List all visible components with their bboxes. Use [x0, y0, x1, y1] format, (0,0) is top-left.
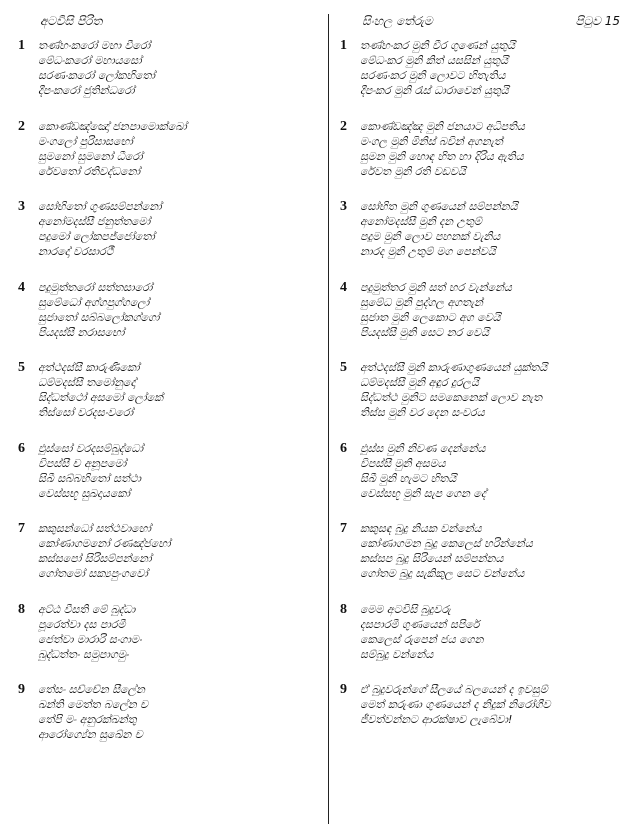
verse-number: 8	[340, 601, 347, 617]
verse-number: 7	[340, 521, 347, 536]
verse-line: අට්ඨ වීසති මේ බුද්ධා	[38, 602, 136, 616]
pali-verses-column	[18, 38, 318, 763]
verse-line: ධම්මදස්සී මුනි අඳුර දුරලයි	[360, 376, 479, 389]
verse-line: තේසං සච්චේන සීලේන	[38, 683, 145, 696]
verse-line: සුජාතෝ සබ්බලෝකග්ගෝ	[38, 310, 160, 324]
verse-line: ඛන්ති මෙත්ත බලේන ච	[38, 698, 149, 711]
verse-line: පදුමෝ ලෝකපජ්ජෝතෝ	[38, 230, 155, 243]
verse-line: වෙස්සභූ සුඛදායකෝ	[38, 486, 130, 500]
verse-line: සිඛී සබ්බහිතෝ සත්ථා	[38, 471, 142, 485]
verse-line: ඒ බුදුවරුන්ගේ සීලයේ බලයෙන් ද ඉවසුම්	[360, 683, 548, 696]
pali-verse	[18, 38, 318, 119]
verse-number: 9	[340, 682, 347, 697]
verse-line: පියදස්සී මුනි සෙට නර වෙයි	[360, 325, 490, 339]
pali-verse	[18, 441, 318, 522]
verse-line: සරණංකරෝ ලෝකහිතෝ	[38, 69, 156, 82]
verse-line: අත්ථදස්සී කාරුණිකෝ	[38, 361, 140, 374]
verse-line: ආරෝග්‍යේන සුඛේන ච	[38, 728, 143, 741]
sinhala-verse	[340, 199, 638, 280]
verse-number: 6	[18, 440, 25, 456]
sinhala-verse	[340, 360, 638, 441]
page-number: පිටුව 15	[575, 14, 620, 28]
verse-number: 5	[340, 360, 347, 375]
verse-number: 8	[18, 601, 25, 617]
verse-number: 9	[18, 682, 25, 697]
verse-line: සුමනෝ සුමනෝ ධීරෝ	[38, 149, 143, 163]
verse-line: පදුම මුනි ලොව පහනක් වැනිය	[360, 230, 501, 243]
verse-line: සුමේධෝ අග්ගපුග්ගලෝ	[38, 295, 150, 309]
verse-number: 4	[18, 279, 25, 295]
verse-line: ගෝතම බුදු සැකිකුල සෙට වන්නේය	[360, 567, 525, 580]
verse-line: කොණ්ඩඤ්ඤ මුනි ජනයාට අධිපතිය	[360, 119, 525, 133]
verse-number: 3	[340, 199, 347, 214]
verse-line: කොණ්ඩඤ්ඤෝ ජනපාමොක්ඛෝ	[38, 119, 187, 133]
verse-line: රේවතෝ රතිවද්ධනෝ	[38, 164, 141, 178]
verse-line: ඵුස්සෝ වරදසම්බුද්ධෝ	[38, 441, 144, 455]
verse-line: දීපංකරෝ ජුතින්ධරෝ	[38, 84, 135, 97]
verse-line: තිස්ස මුනි වර දෙන සංවරය	[360, 406, 485, 419]
sinhala-verse	[340, 441, 638, 522]
verse-line: බුද්ධත්තං සමුපාගමුං	[38, 647, 129, 661]
verse-line: ජීවත්වන්නට ආරක්ෂාව ලැබේවා!	[360, 713, 513, 726]
verse-line: මංගලෝ පුරිසාසභෝ	[38, 134, 133, 148]
sinhala-verse	[340, 280, 638, 361]
verse-line: අනෝමදස්සී මුනි දන උතුම්	[360, 215, 482, 228]
verse-line: මේධංකර මුනි කිත් යසසින් යුතුයි	[360, 54, 509, 67]
verse-line: පදුමුත්තර මුනි සත් හර වැන්නේය	[360, 280, 512, 294]
verse-line: විපස්සී ච අනූපමෝ	[38, 456, 127, 470]
left-column-title: අටවිසි පිරිත	[40, 14, 103, 28]
verse-line: මෙම අටවිසි බුදුවරු	[360, 602, 451, 616]
verse-line: සිඛී මුනි හැමට හිතයි	[360, 471, 457, 485]
verse-line: ගෝතමෝ සක්‍යපුංගවෝ	[38, 567, 148, 580]
verse-line: තණ්හංකරෝ මහා වීරෝ	[38, 39, 151, 52]
pali-verse	[18, 199, 318, 280]
verse-line: නාරද මුනි උතුම් මග පෙන්වයි	[360, 245, 496, 258]
pali-verse	[18, 682, 318, 763]
pali-verse	[18, 602, 318, 683]
verse-line: සරණංකර මුනි ලොවට හිතැතිය	[360, 69, 506, 82]
verse-number: 5	[18, 360, 25, 375]
verse-line: පියදස්සී නරාසභෝ	[38, 325, 125, 339]
verse-line: අනෝමදස්සී ජනුත්තමෝ	[38, 215, 151, 228]
verse-line: සම්බුදු වන්නේය	[360, 647, 434, 661]
verse-number: 2	[18, 118, 25, 134]
sinhala-verse	[340, 119, 638, 200]
verse-line: සුමේධ මුනි පුද්ගල අගතැන්	[360, 295, 483, 309]
verse-number: 1	[18, 38, 25, 53]
pali-verse	[18, 360, 318, 441]
verse-line: පූරෙත්වා දස පාරමී	[38, 617, 126, 631]
verse-number: 1	[340, 38, 347, 53]
verse-line: මංගල මුනි මිනිස් බවින් අගනැත්	[360, 134, 503, 148]
sinhala-verse	[340, 38, 638, 119]
verse-line: කකුසන්ධෝ සත්ථවාහෝ	[38, 522, 152, 535]
verse-line: සිද්ධත්ථ මුනිට සමකෙනෙක් ලොව නැත	[360, 391, 542, 404]
column-divider	[328, 14, 329, 824]
verse-line: සිද්ධත්ථෝ අසමෝ ලෝකේ	[38, 391, 164, 404]
verse-number: 4	[340, 279, 347, 295]
verse-line: කකුසඳ බුදු නියක වන්නේය	[360, 522, 482, 535]
verse-line: තණ්හංකර මුනි වීර ගුණෙන් යුතුයි	[360, 39, 516, 52]
verse-line: ධම්මදස්සී තමෝනුදෝ	[38, 376, 136, 389]
verse-line: කස්සපෝ සිරිසම්පන්නෝ	[38, 552, 152, 565]
verse-line: තිස්සෝ වරදසංවරෝ	[38, 406, 134, 419]
verse-line: සුජාත මුනි ලෙකොට අග වෙයි	[360, 310, 501, 324]
verse-line: නාරදෝ වරසාරථී	[38, 245, 114, 258]
sinhala-meaning-column	[340, 38, 638, 763]
pali-verse	[18, 119, 318, 200]
verse-line: ඵුස්ස මුනි නිවණ දෙන්නේය	[360, 441, 486, 455]
verse-line: දීපංකර මුනි රැස් ධාරාවෙන් යුතුයි	[360, 84, 509, 97]
sinhala-verse	[340, 602, 638, 683]
pali-verse	[18, 521, 318, 602]
verse-line: මෙත් කරුණා ගුණයෙන් ද නිදුක් නිරෝගීව	[360, 698, 551, 711]
verse-line: කස්සප බුදු සිරියෙන් සම්පන්නය	[360, 552, 504, 565]
verse-line: කෝණාගමන බුදු කෙලෙස් හරින්නේය	[360, 537, 533, 550]
pali-verse	[18, 280, 318, 361]
verse-line: මේධංකරෝ මහායසෝ	[38, 54, 142, 67]
verse-number: 3	[18, 199, 25, 214]
verse-line: විපස්සී මුනි අසමය	[360, 456, 446, 470]
verse-line: සෝභිත මුනි ගුණයෙන් සම්පන්නයි	[360, 200, 518, 213]
sinhala-verse	[340, 521, 638, 602]
verse-line: කෝණාගමනෝ රණඤ්ජහෝ	[38, 537, 171, 550]
verse-line: පදුමුත්තරෝ සත්තසාරෝ	[38, 280, 153, 294]
verse-line: රේවත මුනි රති වඩවයි	[360, 164, 466, 178]
verse-number: 2	[340, 118, 347, 134]
verse-line: තේපි මං අනුරක්ඛන්තු	[38, 713, 137, 726]
right-column-title: සිංහල තේරුම	[362, 14, 433, 28]
verse-line: සෝභිතෝ ගුණසම්පන්නෝ	[38, 200, 162, 213]
verse-line: සුමන මුනි හොඳ හිත හා දිරිය ඇතිය	[360, 149, 524, 163]
verse-line: දසපාරමී ගුණයෙන් සපිරේ	[360, 617, 480, 631]
verse-line: කෙලෙස් රුපෙන් ජය ගෙන	[360, 632, 484, 646]
sinhala-verse	[340, 682, 638, 763]
verse-number: 7	[18, 521, 25, 536]
verse-number: 6	[340, 440, 347, 456]
verse-line: වෙස්සභූ මුනි සැප ගෙන දේ	[360, 486, 486, 500]
verse-line: ජෙත්වා මාරාරි සංගාමං	[38, 632, 142, 646]
verse-line: අත්ථදස්සී මුනි කාරුණාගුණයෙන් යුක්තයි	[360, 361, 548, 374]
